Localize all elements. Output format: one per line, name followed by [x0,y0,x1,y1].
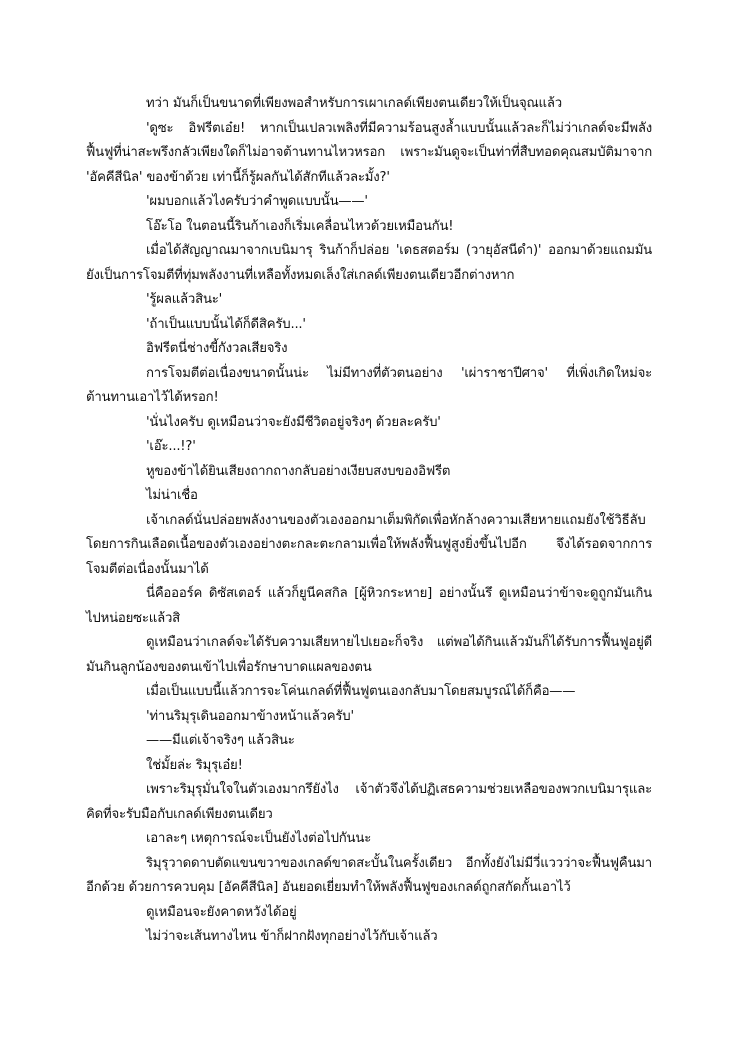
paragraph: 'ดูซะ อิฟรีตเอ๋ย! หากเป็นเปลวเพลิงที่มีความร้อนสูงล้ำแบบนั้นแล้วละก็ไม่ว่าเกลด์จะมีพลังฟื้นฟูที่น่าสะพรึงกลัวเพียงใดก็ไม่อาจต้านทานไหวหรอก เพราะมันดูจะเป็นท่าที่สืบทอดคุณสมบัติมาจาก 'อัคคีสีนิล' ของข้าด้วย เท่านี้ก็รู้ผลกันได้สักทีแล้วละมั้ง?' [86,120,652,185]
paragraph: หูของข้าได้ยินเสียงถากถางกลับอย่างเงียบสงบของอิฟรีต [146,463,451,479]
paragraph: เอาละๆ เหตุการณ์จะเป็นยังไงต่อไปกันนะ [146,831,372,846]
paragraph: ริมุรุวาดดาบตัดแขนขวาของเกลด์ขาดสะบั้นในครั้งเดียว อีกทั้งยังไม่มีวี่แววว่าจะฟื้นฟูคืนมาอีกด้วย ด้วยการควบคุม [อัคคีสีนิล] อันยอดเยี่ยมทำให้พลังฟื้นฟูของเกลด์ถูกสกัดกั้นเอาไว้ [86,855,652,895]
paragraph: 'นั่นไงครับ ดูเหมือนว่าจะยังมีชีวิตอยู่จริงๆ ด้วยละครับ' [146,414,441,430]
paragraph: 'ถ้าเป็นแบบนั้นได้ก็ดีสิครับ...' [146,316,306,332]
paragraph: การโจมตีต่อเนื่องขนาดนั้นน่ะ ไม่มีทางที่ตัวตนอย่าง 'เผ่าราชาปีศาจ' ที่เพิ่งเกิดใหม่จะต้านทานเอาไว้ได้หรอก! [86,365,652,405]
paragraph: เมื่อได้สัญญาณมาจากเบนิมารุ รินก้าก็ปล่อย 'เดธสตอร์ม (วายุอัสนีดำ)' ออกมาด้วยแถมมันยังเป็นการโจมตีที่ทุ่มพลังงานที่เหลือทั้งหมดเล็งใส่เกลด์เพียงตนเดียวอีกต่างหาก [86,243,652,283]
paragraph: เจ้าเกลด์นั่นปล่อยพลังงานของตัวเองออกมาเต็มพิกัดเพื่อหักล้างความเสียหายแถมยังใช้วิธีลับโดยการกินเลือดเนื้อของตัวเองอย่างตะกละตะกลามเพื่อให้พลังฟื้นฟูสูงยิ่งขึ้นไปอีก จึงได้รอดจากการโจมตีต่อเนื่องนั้นมาได้ [86,512,652,577]
paragraph: 'รู้ผลแล้วสินะ' [146,292,223,307]
paragraph: นี่คือออร์ค ดิซัสเตอร์ แล้วก็ยูนีคสกิล [ผู้หิวกระหาย] อย่างนั้นรึ ดูเหมือนว่าข้าจะดูถูกมันเกินไปหน่อยซะแล้วสิ [86,586,652,626]
paragraph: ——มีแต่เจ้าจริงๆ แล้วสินะ [146,733,295,748]
paragraph: อิฟรีตนี่ช่างขี้กังวลเสียจริง [146,341,288,356]
paragraph: ไม่ว่าจะเส้นทางไหน ข้าก็ฝากฝังทุกอย่างไว้กับเจ้าแล้ว [146,929,438,944]
paragraph: เพราะริมุรุมั่นใจในตัวเองมากรึยังไง เจ้าตัวจึงได้ปฏิเสธความช่วยเหลือของพวกเบนิมารุและคิดที่จะรับมือกับเกลด์เพียงตนเดียว [86,782,652,822]
paragraph: 'ท่านริมุรุเดินออกมาข้างหน้าแล้วครับ' [146,708,354,724]
paragraph: ดูเหมือนว่าเกลด์จะได้รับความเสียหายไปเยอะก็จริง แต่พอได้กินแล้วมันก็ได้รับการฟื้นฟูอยู่ดี มันกินลูกน้องของตนเข้าไปเพื่อรักษาบาดแผลของตน [86,635,652,675]
paragraph: ไม่น่าเชื่อ [146,488,198,503]
paragraph: ใช่มั้ยล่ะ ริมุรุเอ๋ย! [146,757,243,773]
paragraph: 'เอ๊ะ...!?' [146,439,196,454]
paragraph: ดูเหมือนจะยังคาดหวังได้อยู่ [146,904,297,920]
paragraph: 'ผมบอกแล้วไงครับว่าคำพูดแบบนั้น——' [146,194,368,209]
paragraph: เมื่อเป็นแบบนี้แล้วการจะโค่นเกลด์ที่ฟื้นฟูตนเองกลับมาโดยสมบูรณ์ได้ก็คือ—— [146,684,576,699]
paragraph: โอ๊ะโอ ในตอนนี้รินก้าเองก็เริ่มเคลื่อนไหวด้วยเหมือนกัน! [146,218,454,234]
paragraph: ทว่า มันก็เป็นขนาดที่เพียงพอสำหรับการเผาเกลด์เพียงตนเดียวให้เป็นจุณแล้ว [146,96,562,111]
